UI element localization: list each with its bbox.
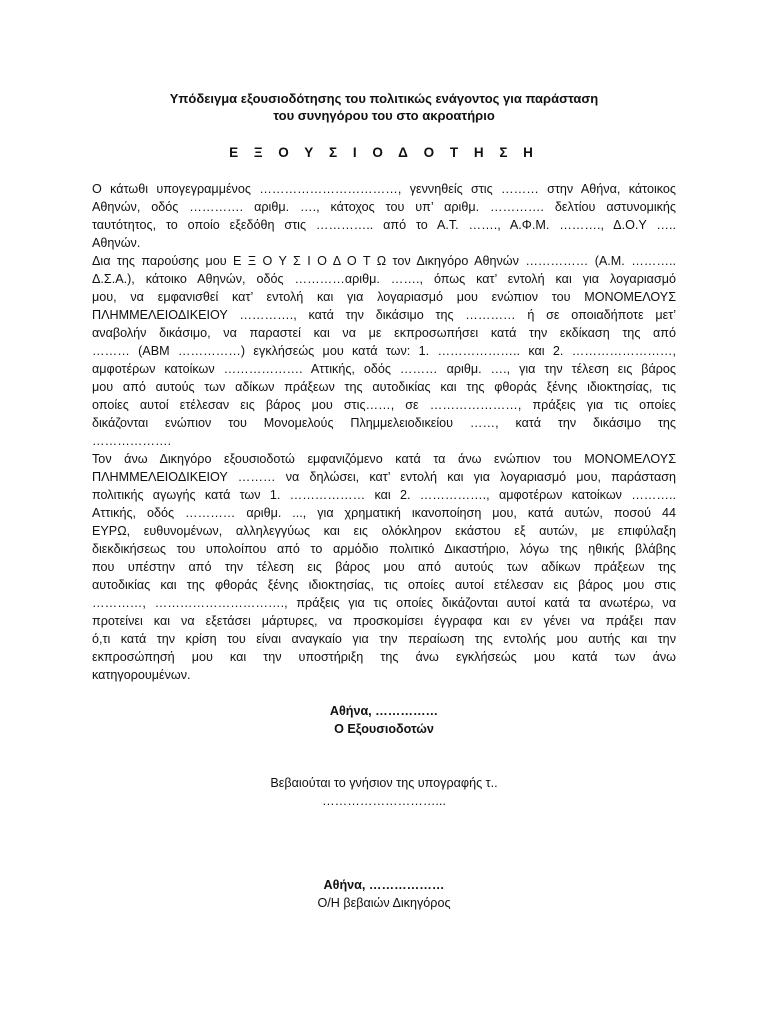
body-line: ΕΥΡΩ, ευθυνομένων, αλληλεγγύως και εις ολόκληρον εκάστου εξ αυτών, με επιφύλαξη xyxy=(92,524,676,538)
body-line: πολιτικής αγωγής κατά των 1. ……………… και 2. ……………., αμφοτέρων κατοίκων ……….. xyxy=(92,488,676,502)
body-line: Δια της παρούσης μου Ε Ξ Ο Υ Σ Ι Ο Δ Ο Τ Ω τον Δικηγόρο Αθηνών …………… (Α.Μ. ……….. xyxy=(92,254,676,268)
body-line: Αθηνών. xyxy=(92,236,141,250)
body-line: διεκδικήσεως του υπολοίπου από το αρμόδιο πολιτικό Δικαστήριο, λόγω της ηθικής βλάβης xyxy=(92,542,676,556)
body-line: Δ.Σ.Α.), κάτοικο Αθηνών, οδός …………αριθμ. ……., όπως κατ’ εντολή και για λογαριασμό xyxy=(92,272,676,286)
document-title: Ε Ξ Ο Υ Σ Ι Ο Δ Ο Τ Η Σ Η xyxy=(229,145,539,160)
body-line: ό,τι κατά την κρίση του είναι αναγκαίο για την περαίωση της εντολής μου αυτής και την xyxy=(92,632,676,646)
lawyer-role: Ο/Η βεβαιών Δικηγόρος xyxy=(317,896,451,910)
body-line: εκπροσώπησή μου και την υποστήριξη της άνω εγκλήσεώς μου κατά των άνω xyxy=(92,650,676,664)
body-line: κατηγορουμένων. xyxy=(92,668,191,682)
body-line: μου από αυτούς των αδίκων πράξεων της αυτοδικίας και της φθοράς ξένης ιδιοκτησίας, τις xyxy=(92,380,676,394)
body-line: οποίες αυτοί ετέλεσαν εις βάρος μου στις……, σε …………………, πράξεις για τις οποίες xyxy=(92,398,676,412)
body-line: ……… (ΑΒΜ ……………) εγκλήσεώς μου κατά των: 1. ……………….. και 2. ……………………, xyxy=(92,344,676,358)
body-line: προτείνει και να εξετάσει μάρτυρες, να προσκομίσει έγγραφα και εν γένει να πράξει παν xyxy=(92,614,676,628)
body-line: Αθηνών, οδός …………. αριθμ. …., κάτοχος του υπ’ αριθμ. …………. δελτίου αστυνομικής xyxy=(92,200,676,214)
body-line: ………………. xyxy=(92,434,172,448)
body-line: Ο κάτωθι υπογεγραμμένος ……………………………, γεννηθείς στις ……… στην Αθήνα, κάτοικος xyxy=(92,182,676,196)
body-line: δικάζονται ενώπιον του Μονομελούς Πλημμελειοδικείου ……, κατά την δικάσιμο της xyxy=(92,416,676,430)
document-heading-line-2: του συνηγόρου του στο ακροατήριο xyxy=(273,108,495,123)
body-line: αναβολήν δικάσιμο, να παραστεί και να με εκπροσωπήσει κατά την εκδίκαση της από xyxy=(92,326,676,340)
lawyer-place-date: Αθήνα, ……………… xyxy=(323,878,445,892)
document-heading-line-1: Υπόδειγμα εξουσιοδότησης του πολιτικώς ενάγοντος για παράσταση xyxy=(169,91,599,106)
signature-role: Ο Εξουσιοδοτών xyxy=(334,722,434,736)
body-line: ΠΛΗΜΜΕΛΕΙΟΔΙΚΕΙΟΥ …………., κατά την δικάσιμο της ………… ή σε οποιαδήποτε μετ’ xyxy=(92,308,676,322)
signature-place-date: Αθήνα, …………… xyxy=(329,704,439,718)
body-line: αμφοτέρων κατοίκων ………………. Αττικής, οδός ……… αριθμ. …., για την τέλεση εις βάρος xyxy=(92,362,676,376)
certification-signature-dots: ………………………... xyxy=(322,794,446,808)
body-line: που υπέστην από την τέλεση εις βάρος μου από αυτούς των αδίκων πράξεων της xyxy=(92,560,676,574)
body-line: Τον άνω Δικηγόρο εξουσιοδοτώ εμφανιζόμενο κατά τα άνω ενώπιον του ΜΟΝΟΜΕΛΟΥΣ xyxy=(92,452,676,466)
certification-text: Βεβαιούται το γνήσιον της υπογραφής τ.. xyxy=(270,776,498,790)
body-line: ταυτότητος, το οποίο εξεδόθη στις ………….. από το Α.Τ. ……., Α.Φ.Μ. ………., Δ.Ο.Υ ….. xyxy=(92,218,676,232)
body-line: ΠΛΗΜΜΕΛΕΙΟΔΙΚΕΙΟΥ ……… να δηλώσει, κατ’ εντολή και για λογαριασμό μου, παράσταση xyxy=(92,470,676,484)
body-line: μου, να εμφανισθεί κατ’ εντολή και για λογαριασμό μου ενώπιον του ΜΟΝΟΜΕΛΟΥΣ xyxy=(92,290,676,304)
body-line: αυτοδικίας και της φθοράς ξένης ιδιοκτησίας, τις οποίες αυτοί ετέλεσαν εις βάρος μου στις xyxy=(92,578,676,592)
body-line: …………, …………………………., πράξεις για τις οποίες δικάζονται αυτοί κατά τα ανωτέρω, να xyxy=(92,596,676,610)
body-line: Αττικής, οδός ………… αριθμ. ..., για χρηματική ικανοποίηση μου, κατά αυτών, ποσού 44 xyxy=(92,506,676,520)
